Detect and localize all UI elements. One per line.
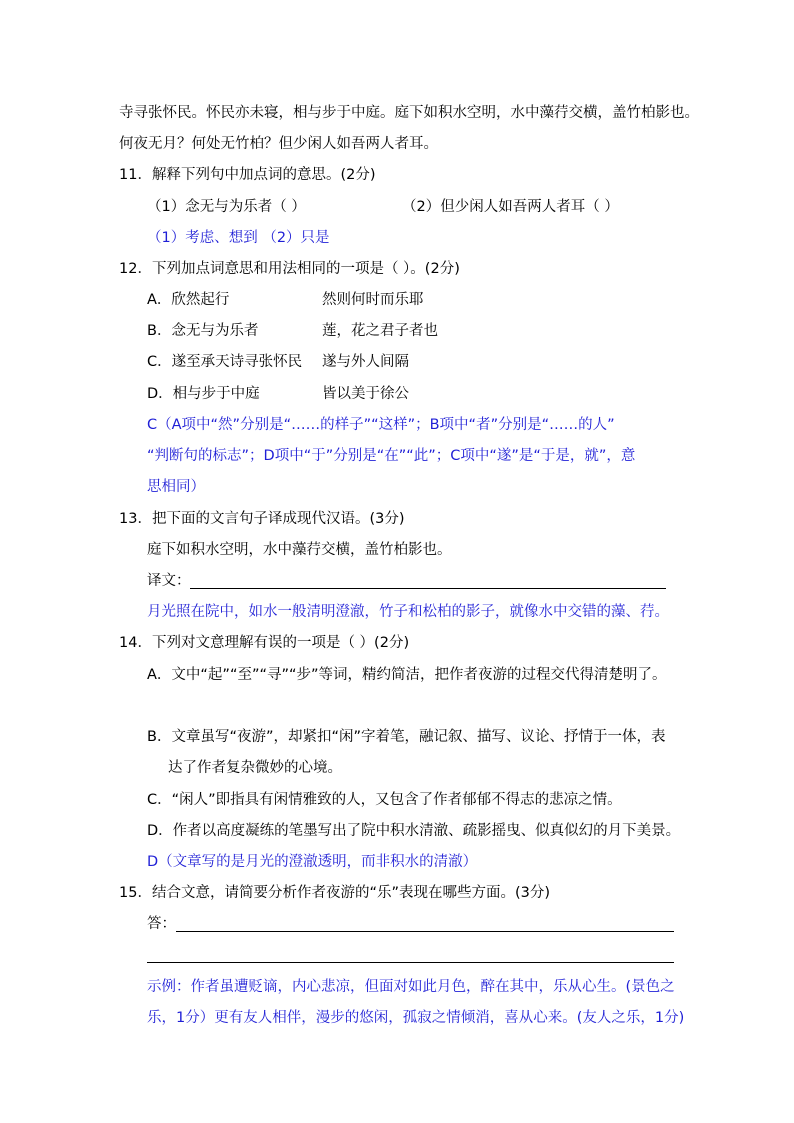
q12-option-b: B．念无与为乐者	[147, 323, 259, 339]
q13-answer-blank	[190, 588, 666, 589]
q12-stem: 12．下列加点词意思和用法相同的一项是（ ）。(2分)	[119, 261, 460, 277]
passage-line-2: 何夜无月？何处无竹柏？但少闲人如吾两人者耳。	[119, 136, 438, 152]
q14-option-a: A．文中“起”“至”“寻”“步”等词，精约简洁，把作者夜游的过程交代得清楚明了。	[147, 667, 667, 683]
q12-option-c: C．遂至承天诗寻张怀民	[147, 354, 303, 370]
q14-option-b-line-1: B．文章虽写“夜游”，却紧扣“闲”字着笔，融记叙、描写、议论、抒情于一体，表	[147, 729, 666, 745]
q14-option-b-line-2: 达了作者复杂微妙的心境。	[168, 760, 342, 776]
q15-answer-blank-2	[147, 962, 674, 963]
q15-answer-line-1: 示例：作者虽遭贬谪，内心悲凉，但面对如此月色，醉在其中，乐从心生。(景色之	[147, 979, 675, 995]
passage-line-1: 寺寻张怀民。怀民亦未寝，相与步于中庭。庭下如积水空明，水中藻荇交横，盖竹柏影也。	[119, 105, 699, 121]
q11-item-1: （1）念无与为乐者（ ）	[147, 199, 306, 215]
q14-answer: D（文章写的是月光的澄澈透明，而非积水的清澈）	[147, 854, 478, 870]
q12-answer-line-1: C（A项中“然”分别是“……的样子”“这样”；B项中“者”分别是“……的人”	[147, 417, 615, 433]
q15-answer-line-2: 乐，1分）更有友人相伴，漫步的悠闲，孤寂之情倾消，喜从心来。(友人之乐，1分)	[147, 1010, 685, 1026]
q11-stem: 11．解释下列句中加点词的意思。(2分)	[119, 167, 376, 183]
q11-item-2: （2）但少闲人如吾两人者耳（ ）	[402, 199, 619, 215]
q12-option-d: D．相与步于中庭	[147, 386, 260, 402]
q15-stem: 15．结合文意，请简要分析作者夜游的“乐”表现在哪些方面。(3分)	[119, 885, 551, 901]
q11-answer: （1）考虑、想到 （2）只是	[147, 230, 330, 246]
q14-option-d: D．作者以高度凝练的笔墨写出了院中积水清澈、疏影摇曳、似真似幻的月下美景。	[147, 823, 681, 839]
q13-stem: 13．把下面的文言句子译成现代汉语。(3分)	[119, 511, 405, 527]
q12-option-d-compare: 皆以美于徐公	[322, 386, 409, 402]
q12-answer-line-2: “判断句的标志”；D项中“于”分别是“在”“此”；C项中“遂”是“于是，就”，意	[147, 448, 636, 464]
q12-option-a: A．欣然起行	[147, 292, 230, 308]
q15-answer-blank-1	[176, 931, 674, 932]
q13-answer: 月光照在院中，如水一般清明澄澈，竹子和松柏的影子，就像水中交错的藻、荇。	[147, 604, 669, 620]
q12-option-b-compare: 莲，花之君子者也	[322, 323, 438, 339]
q15-answer-label: 答：	[147, 916, 176, 932]
q12-answer-line-3: 思相同）	[147, 479, 205, 495]
q13-translation-label: 译文：	[147, 573, 191, 589]
q13-sentence: 庭下如积水空明，水中藻荇交横，盖竹柏影也。	[147, 542, 452, 558]
q12-option-c-compare: 遂与外人间隔	[322, 354, 409, 370]
q12-option-a-compare: 然则何时而乐耶	[322, 292, 424, 308]
q14-option-c: C．“闲人”即指具有闲情雅致的人，又包含了作者郁郁不得志的悲凉之情。	[147, 792, 622, 808]
q14-stem: 14．下列对文意理解有误的一项是（ ）(2分)	[119, 635, 410, 651]
